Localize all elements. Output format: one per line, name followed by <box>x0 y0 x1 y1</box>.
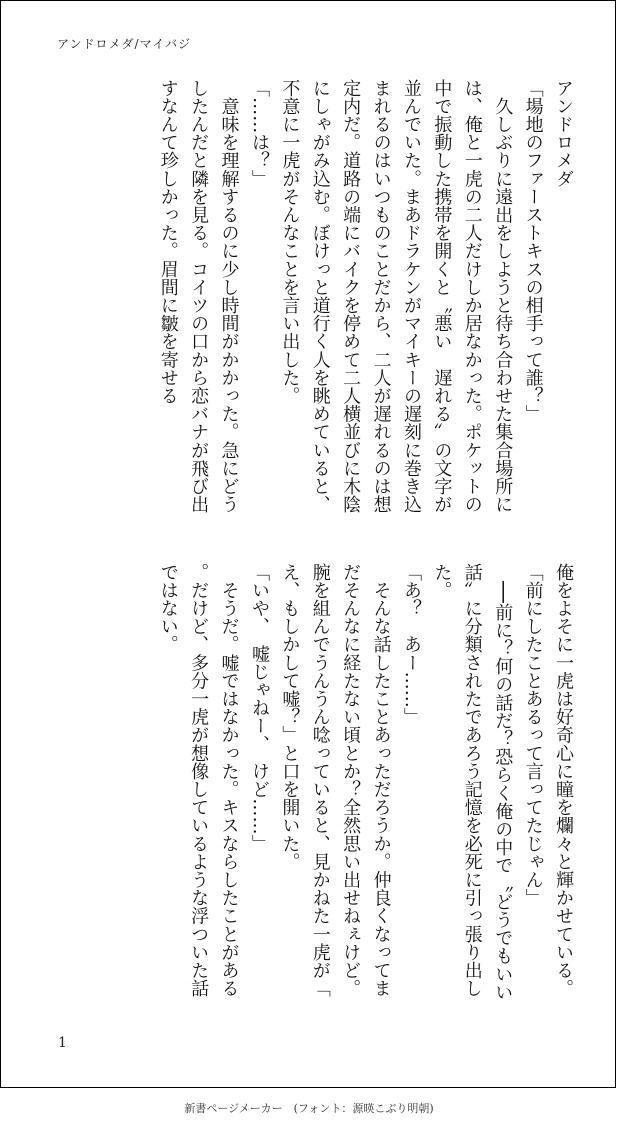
page-number: 1 <box>58 1035 67 1051</box>
paragraph: ──前に？何の話だ？恐らく俺の中で〝どうでもいい話〟に分類されたであろう記憶を必死に引っ張り出した。 <box>431 563 514 1002</box>
paragraph: 「あ？ あー……」 <box>400 563 422 726</box>
paragraph: そんな話したことあっただろうか。仲良くなってまだそんなに経たない頃とか？全然思い出せねぇけど。腕を組んでうんうん唸っていると、見かねた一虎が「え、もしかして嘘？」と口を開いた。 <box>279 563 392 998</box>
footer-credit: 新書ページメーカー (フォント：源暎こぶり明朝) <box>184 1102 434 1115</box>
upper-text-block <box>56 79 578 531</box>
running-head: アンドロメダ/マイバジ <box>57 37 192 51</box>
paragraph: 「前にしたことあるって言ってたじゃん」 <box>522 563 544 907</box>
lower-text-block <box>56 563 578 1015</box>
paragraph: 「場地のファーストキスの相手って誰？」 <box>522 79 544 423</box>
paragraph: 「……は？」 <box>248 79 270 188</box>
chapter-title: アンドロメダ <box>553 79 574 188</box>
paragraph: 「いや、 嘘じゃねー、 けど……」 <box>248 563 270 853</box>
paragraph: 久しぶりに遠出をしようと待ち合わせた集合場所には、俺と一虎の二人だけしか居なかった。ポケットの中で振動した携帯を開くと〝悪い 遅れる〟の文字が並んでいた。まあドラケンがマイキーの遅刻に巻き込まれるのはいつものことだから、二人が遅れるのは想定内だ。道路の端にバイクを停めて二人横並びに木陰にしゃがみ込む。ぼけっと道行く人を眺めていると、不意に一虎がそんなことを言い出した。 <box>279 79 514 514</box>
paragraph: 俺をよそに一虎は好奇心に瞳を爛々と輝かせている。 <box>553 563 574 998</box>
paragraph: そうだ。嘘ではなかった。キスならしたことがある。だけど、多分一虎が想像しているような浮ついた話ではない。 <box>157 563 240 998</box>
paragraph: 意味を理解するのに少し時間がかかった。急にどうしたんだと隣を見る。コイツの口から恋バナが飛び出すなんて珍しかった。眉間に皺を寄せる <box>157 79 240 514</box>
